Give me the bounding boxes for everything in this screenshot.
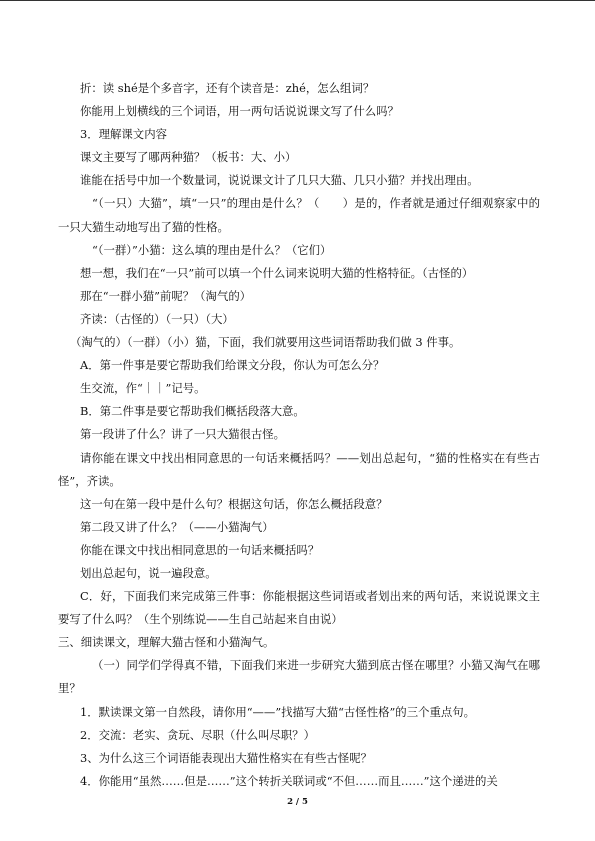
paragraph: B．第二件事是要它帮助我们概括段落大意。 — [80, 404, 305, 419]
document-body — [58, 77, 540, 793]
paragraph: “（一只）大猫”，填“一只”的理由是什么？（ ）是的，作者就是通过仔细观察家中的一只大猫生动地写出了猫的性格。 — [58, 196, 540, 234]
section-heading: 三、细读课文，理解大猫古怪和小猫淘气。 — [58, 635, 275, 650]
list-item: 1．默读课文第一自然段，请你用“——”找描写大猫“古怪性格”的三个重点句。 — [80, 704, 476, 719]
paragraph: 想一想，我们在“一只”前可以填一个什么词来说明大猫的性格特征。（古怪的） — [80, 265, 474, 280]
paragraph: 你能在课文中找出相同意思的一句话来概括吗？ — [80, 542, 320, 557]
list-item: 4．你能用“虽然……但是……”这个转折关联词或“不但……而且……”这个递进的关 — [80, 773, 498, 788]
paragraph: A．第一件事是要它帮助我们给课文分段，你认为可怎么分？ — [80, 358, 385, 373]
paragraph: 课文主要写了哪两种猫？（板书：大、小） — [80, 150, 297, 165]
paragraph: 请你能在课文中找出相同意思的一句话来概括吗？——划出总起句，“猫的性格实在有些古怪”，齐读。 — [58, 450, 540, 488]
paragraph: 折：读 shé是个多音字，还有个读音是：zhé，怎么组词？ — [80, 81, 375, 95]
list-item: 2．交流：老实、贪玩、尽职（什么叫尽职？） — [80, 727, 316, 742]
paragraph: （淘气的）（一群）（小）猫，下面，我们就要用这些词语帮助我们做 3 件事。 — [70, 335, 461, 350]
paragraph: 这一句在第一段中是什么句？根据这句话，你怎么概括段意？ — [80, 496, 388, 511]
paragraph: C．好，下面我们来完成第三件事：你能根据这些词语或者划出来的两句话，来说说课文主要写了什么吗？（生个别练说——生自己站起来自由说） — [58, 589, 540, 627]
paragraph: （一）同学们学得真不错，下面我们来进一步研究大猫到底古怪在哪里？小猫又淘气在哪里？ — [58, 658, 540, 696]
paragraph: 划出总起句，说一遍段意。 — [80, 565, 217, 580]
header-rule — [0, 0, 595, 1]
paragraph: 生交流，作“｜｜”记号。 — [80, 381, 206, 396]
paragraph: 那在“一群小猫”前呢？（淘气的） — [80, 288, 252, 303]
paragraph: 谁能在括号中加一个数量词，说说课文计了几只大猫、几只小猫？并找出理由。 — [80, 173, 479, 188]
list-item: 3、为什么这三个词语能表现出大猫性格实在有些古怪呢？ — [80, 750, 373, 765]
page-number: 2 / 5 — [287, 797, 308, 807]
paragraph: “（一群）”小猫：这么填的理由是什么？（它们） — [92, 242, 332, 257]
paragraph: 齐读：（古怪的）（一只）（大） — [80, 311, 234, 326]
paragraph: 你能用上划横线的三个词语，用一两句话说说课文写了什么吗？ — [80, 104, 399, 119]
paragraph: 第一段讲了什么？讲了一只大猫很古怪。 — [80, 427, 286, 442]
paragraph: 第二段又讲了什么？（——小猫淘气） — [80, 519, 274, 534]
paragraph: 3．理解课文内容 — [80, 127, 167, 142]
